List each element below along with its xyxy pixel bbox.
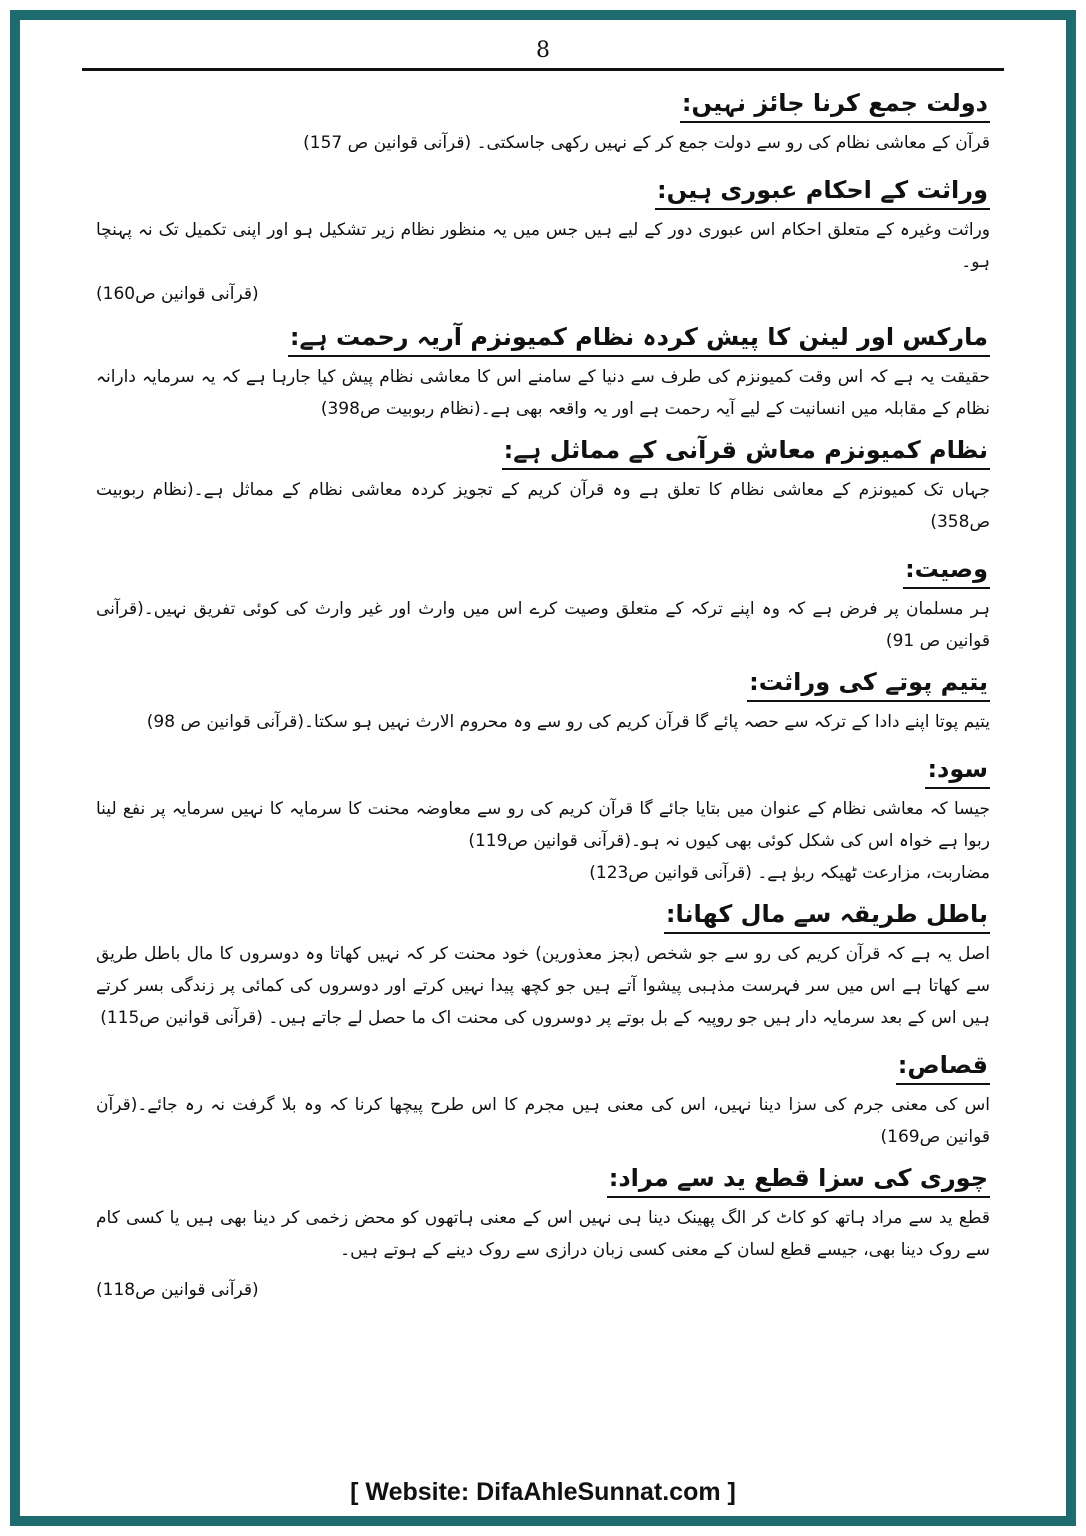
page-number: 8 — [536, 38, 550, 63]
section-reference: (قرآنی قوانین ص160) — [96, 284, 259, 304]
section-paragraph: یتیم پوتا اپنے دادا کے ترکہ سے حصہ پائے گا قرآن کریم کی رو سے وہ محروم الارث نہیں ہو سکتا۔(قرآنی قوانین ص 98) — [146, 712, 990, 732]
section-orphan-grandson — [96, 665, 990, 738]
section-paragraph: مضاربت، مزارعت ٹھیکہ ربوٰ ہے۔ (قرآنی قوانین ص123) — [589, 863, 990, 883]
website-footer: [ Website: DifaAhleSunnat.com ] — [350, 1478, 736, 1506]
section-inheritance-interim — [96, 173, 990, 310]
section-paragraph: جہاں تک کمیونزم کے معاشی نظام کا تعلق ہے وہ قرآن کریم کے تجویز کردہ معاشی نظام کے مماثل ہے۔(نظام ربوبیت ص358) — [96, 480, 990, 532]
header-rule — [82, 68, 1004, 71]
section-paragraph: اصل یہ ہے کہ قرآن کریم کی رو سے جو شخص (بجز معذورین) خود محنت کر کہ نہیں کھاتا وہ دوسروں کا مال باطل طریق سے کھاتا ہے اس میں سر فہرست مذہبی پیشوا آتے ہیں جو کچھ پیدا نہیں کرتے اور دوسروں کی کمائی پر زندگی بسر کرتے ہیں اس کے بعد سرمایہ دار ہیں جو روپیہ کے بل بوتے پر دوسروں کی محنت اک ما حصل لے جاتے ہیں۔ (قرآنی قوانین ص115) — [96, 944, 990, 1028]
section-communism-quranic — [96, 433, 990, 538]
section-heading: قصاص: — [896, 1048, 990, 1085]
section-heading: مارکس اور لینن کا پیش کردہ نظام کمیونزم آریہ رحمت ہے: — [288, 320, 990, 357]
section-paragraph: قرآن کے معاشی نظام کی رو سے دولت جمع کر کے نہیں رکھی جاسکتی۔ (قرآنی قوانین ص 157) — [303, 133, 990, 153]
section-paragraph: قطع ید سے مراد ہاتھ کو کاٹ کر الگ پھینک دینا ہی نہیں اس کے معنی ہاتھوں کو محض زخمی کر دینا بھی ہیں یا کسی کام سے روک دینا بھی، جیسے قطع لسان کے معنی کسی زبان درازی سے روک دینے کے ہوتے ہیں۔ — [96, 1208, 990, 1260]
section-will — [96, 552, 990, 657]
section-interest — [96, 752, 990, 889]
section-paragraph: ہر مسلمان پر فرض ہے کہ وہ اپنے ترکہ کے متعلق وصیت کرے اس میں وارث اور غیر وارث کی کوئی تفریق نہیں۔(قرآنی قوانین ص 91) — [96, 599, 990, 651]
section-heading: وراثت کے احکام عبوری ہیں: — [655, 173, 990, 210]
section-heading: یتیم پوتے کی وراثت: — [747, 665, 990, 702]
section-heading: نظام کمیونزم معاش قرآنی کے مماثل ہے: — [502, 433, 990, 470]
section-hoarding-wealth — [96, 86, 990, 159]
section-heading: چوری کی سزا قطع ید سے مراد: — [607, 1161, 990, 1198]
section-unlawful-wealth — [96, 897, 990, 1034]
section-paragraph: حقیقت یہ ہے کہ اس وقت کمیونزم کی طرف سے دنیا کے سامنے اس کا معاشی نظام پیش کیا جارہا ہے کہ یہ سرمایہ دارانہ نظام کے مقابلہ میں انسانیت کے لیے آیہ رحمت ہے اور یہ واقعہ بھی ہے۔(نظام ربوبیت ص398) — [96, 367, 990, 419]
section-heading: سود: — [925, 752, 990, 789]
section-theft-punishment — [96, 1161, 990, 1306]
section-paragraph: جیسا کہ معاشی نظام کے عنوان میں بتایا جائے گا قرآن کریم کی رو سے معاوضہ محنت کا سرمایہ کا نہیں سرمایہ پر نفع لینا ربوا ہے خواہ اس کی شکل کوئی بھی کیوں نہ ہو۔(قرآنی قوانین ص119) — [96, 799, 990, 851]
section-heading: وصیت: — [903, 552, 990, 589]
page-content — [96, 86, 990, 1316]
section-heading: دولت جمع کرنا جائز نہیں: — [680, 86, 990, 123]
section-reference: (قرآنی قوانین ص118) — [96, 1280, 259, 1300]
section-qisas — [96, 1048, 990, 1153]
section-paragraph: اس کی معنی جرم کی سزا دینا نہیں، اس کی معنی ہیں مجرم کا اس طرح پیچھا کرنا کہ وہ بلا گرفت نہ رہ جائے۔(قرآن قوانین ص169) — [96, 1095, 990, 1147]
section-heading: باطل طریقہ سے مال کھانا: — [664, 897, 990, 934]
section-marx-lenin — [96, 320, 990, 425]
section-paragraph: وراثت وغیرہ کے متعلق احکام اس عبوری دور کے لیے ہیں جس میں یہ منظور نظام زیر تشکیل ہو اور اپنی تکمیل تک نہ پہنچا ہو۔ — [96, 220, 990, 272]
